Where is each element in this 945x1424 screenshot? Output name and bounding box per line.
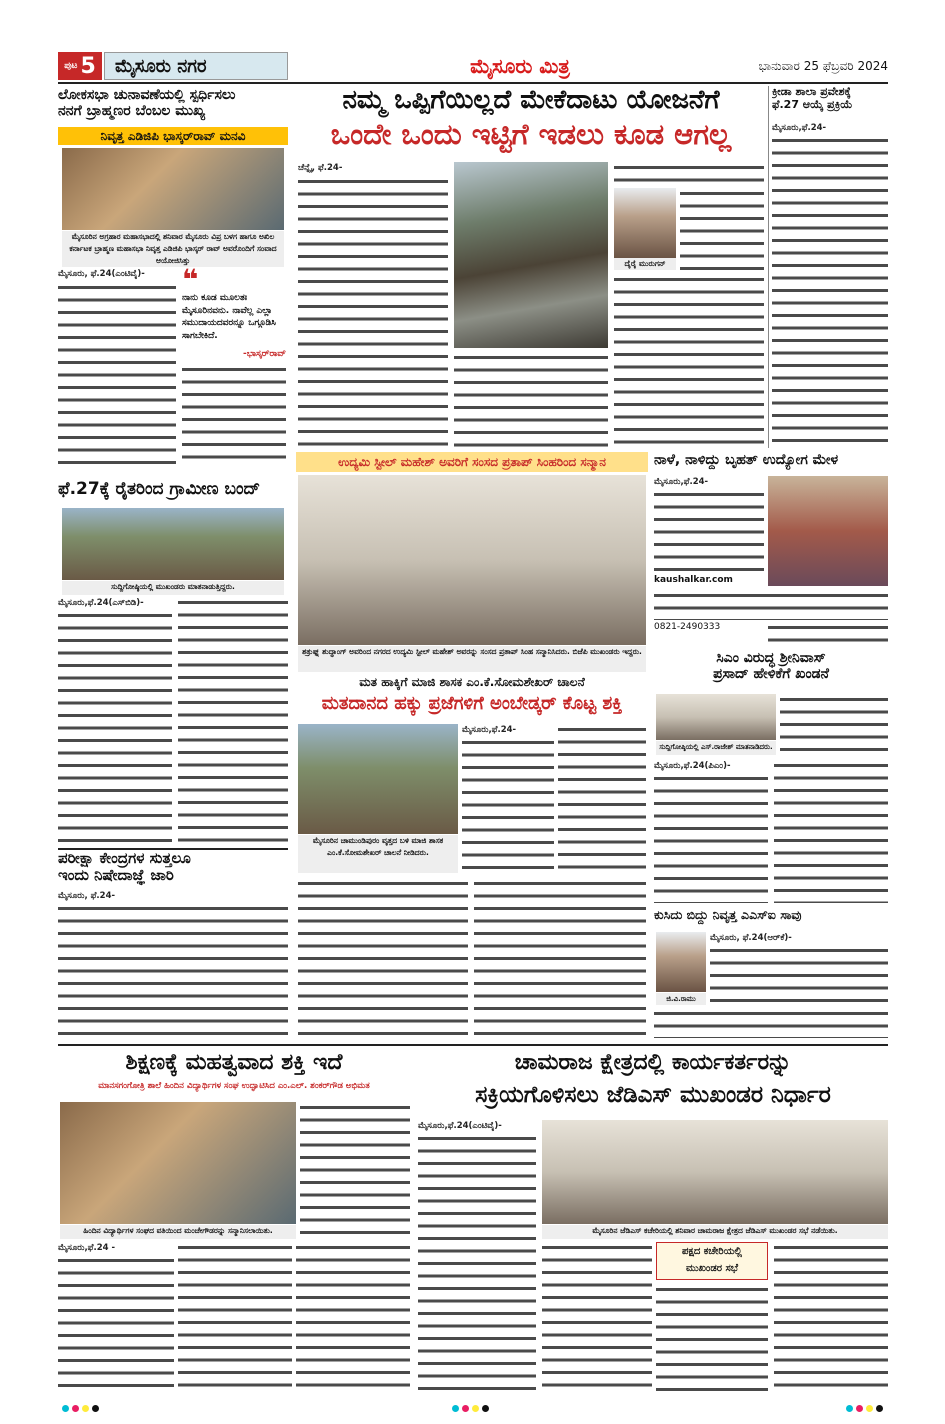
jds-photo (542, 1120, 888, 1224)
bandh-photo (62, 508, 284, 580)
brahmin-subhead: ನಿವೃತ್ತ ಎಡಿಜಿಪಿ ಭಾಸ್ಕರ್‌ರಾವ್ ಮನವಿ (58, 127, 288, 145)
srinivas-photo (656, 694, 776, 740)
jds-caption: ಮೈಸೂರಿನ ಜೆಡಿಎಸ್ ಕಚೇರಿಯಲ್ಲಿ ಶನಿವಾರ ಚಾಮರಾಜ ಕ್ಷೇತ್ರದ ಜೆಡಿಎಸ್ ಮುಖಂಡರ ಸಭೆ ನಡೆಯಿತು. (542, 1225, 888, 1239)
jds-body-col4 (774, 1242, 888, 1395)
exam-body (58, 903, 288, 1038)
jobfair-phone: 0821-2490333 (654, 622, 721, 632)
asi-portrait (656, 932, 706, 992)
education-caption: ಹಿಂದಿನ ವಿದ್ಯಾರ್ಥಿಗಳ ಸಂಘದ ವತಿಯಿಂದ ಮಂಚೇಗೌಡರನ್ನು ಸನ್ಮಾನಿಸಲಾಯಿತು. (60, 1225, 296, 1239)
issue-date: ಭಾನುವಾರ 25 ಫೆಬ್ರವರಿ 2024 (758, 58, 888, 73)
ambedkar-kicker: ಮತ ಹಾಕ್ಕಿಗೆ ಮಾಜಿ ಶಾಸಕ ಎಂ.ಕೆ.ಸೋಮಶೇಖರ್ ಚಾಲನೆ (359, 676, 585, 689)
registration-dot-black (876, 1405, 883, 1412)
registration-dot-yellow (866, 1405, 873, 1412)
jobfair-body-col3 (768, 622, 888, 646)
bandh-headline: ಫೆ.27ಕ್ಕೆ ರೈತರಿಂದ ಗ್ರಾಮೀಣ ಬಂದ್ (58, 480, 261, 499)
page-number: 5 (80, 53, 96, 79)
school-headline-line1: ಕ್ರೀಡಾ ಶಾಲಾ ಪ್ರವೇಶಕ್ಕೆ (772, 86, 851, 98)
srinivas-caption: ಸುದ್ದಿಗೋಷ್ಠಿಯಲ್ಲಿ ಎಸ್.ರಾಜೇಶ್ ಮಾತನಾಡಿದರು. (656, 741, 776, 755)
brahmin-caption: ಮೈಸೂರಿನ ಅಗ್ರಹಾರ ಮಹಾಸಭಾದಲ್ಲಿ ಶನಿವಾರ ಮೈಸೂರು ವಿಪ್ರ ಬಳಗ ಹಾಗೂ ಅಖಿಲ ಕರ್ನಾಟಕ ಬ್ರಾಹ್ಮಣ ಮಹಾಸಭಾ ನಿವೃತ್ತ ಎಡಿಜಿಪಿ ಭಾಸ್ಕರ್ ರಾವ್ ಅವರೊಂದಿಗೆ ಸಂವಾದ ಆಯೋಜಿಸಿತ್ತು (62, 231, 284, 267)
jobfair-dateline: ಮೈಸೂರು,ಫೆ.24- (654, 477, 709, 487)
education-dateline: ಮೈಸೂರು,ಫೆ.24 - (58, 1243, 116, 1253)
jds-box-line1: ಪಕ್ಷದ ಕಚೇರಿಯಲ್ಲಿ (682, 1246, 742, 1257)
srinivas-headline (654, 650, 888, 690)
mekedatu-body-col3a (614, 162, 764, 186)
srinivas-headline-line2: ಪ್ರಸಾದ್ ಹೇಳಿಕೆಗೆ ಖಂಡನೆ (713, 666, 829, 683)
registration-dot-yellow (82, 1405, 89, 1412)
jds-box (656, 1242, 768, 1280)
felicitation-band (296, 452, 648, 472)
quote-mark-icon: ❝ (182, 268, 199, 296)
school-body (772, 135, 888, 448)
exam-headline-box (58, 848, 288, 888)
exam-dateline: ಮೈಸೂರು, ಫೆ.24- (58, 891, 116, 901)
mekedatu-body-col2 (454, 352, 608, 448)
jobfair-headline: ನಾಳೆ, ನಾಳಿದ್ದು ಬೃಹತ್ ಉದ್ಯೋಗ ಮೇಳ (654, 452, 839, 468)
srinivas-body-col1 (780, 694, 888, 758)
asi-dateline: ಮೈಸೂರು, ಫೆ.24(ಆರ್‌ಕೆ)- (710, 933, 792, 943)
brahmin-body-col1 (58, 282, 176, 467)
education-headline: ಶಿಕ್ಷಣಕ್ಕೆ ಮಹತ್ವವಾದ ಶಕ್ತಿ ಇದೆ (125, 1050, 343, 1075)
murugan-portrait (614, 188, 676, 258)
education-body-col4 (296, 1242, 410, 1395)
jds-body-col3 (656, 1284, 768, 1395)
jds-box-line2: ಮುಖಂಡರ ಸಭೆ (685, 1263, 739, 1274)
registration-dot-cyan (452, 1405, 459, 1412)
exam-headline-line1: ಪರೀಕ್ಷಾ ಕೇಂದ್ರಗಳ ಸುತ್ತಲೂ (58, 849, 191, 867)
education-body-col1 (300, 1102, 410, 1238)
ambedkar-dateline: ಮೈಸೂರು,ಫೆ.24- (462, 725, 517, 735)
education-subhead: ಮಾನಸಗಂಗೋತ್ರಿ ಶಾಲೆ ಹಿಂದಿನ ವಿದ್ಯಾರ್ಥಿಗಳ ಸಂಘ ಉದ್ಘಾಟಿಸಿದ ಎಂ.ಎಲ್. ಶಂಕರ್‌ಗೌಡ ಅಭಿಮತ (98, 1082, 370, 1091)
jds-body-col1 (418, 1133, 536, 1395)
mekedatu-body-col3b (680, 188, 764, 272)
section-title: ಮೈಸೂರು ನಗರ (104, 52, 288, 80)
page-number-badge (58, 52, 102, 80)
exam-headline-line2: ಇಂದು ನಿಷೇದಾಜ್ಞೆ ಜಾರಿ (58, 866, 174, 885)
brahmin-quote-attribution: -ಭಾಸ್ಕರ್‌ರಾವ್ (242, 349, 286, 359)
school-headline-line2: ಫೆ.27 ಆಯ್ಕೆ ಪ್ರಕ್ರಿಯೆ (772, 97, 853, 111)
brahmin-quote: ನಾನು ಕೂಡ ಮೂಲತಃ ಮೈಸೂರಿನವನು. ನಾವೆಲ್ಲ ಎಲ್ಲಾ ಸಮುದಾಯದವರನ್ನೂ ಒಗ್ಗೂಡಿಸಿ ಸಾಗಬೇಕಿದೆ. (182, 293, 276, 341)
page-label: ಪುಟ (64, 61, 78, 71)
srinivas-body-col2 (654, 773, 768, 903)
education-body-col3 (178, 1242, 292, 1395)
bandh-caption: ಸುದ್ದಿಗೋಷ್ಠಿಯಲ್ಲಿ ಮುಖಂಡರು ಮಾತನಾಡುತ್ತಿದ್ದರು. (62, 581, 284, 595)
school-headline (772, 86, 888, 122)
jobfair-photo (768, 476, 888, 586)
brahmin-headline (58, 87, 288, 127)
mekedatu-river-photo (454, 162, 608, 348)
registration-dot-black (92, 1405, 99, 1412)
jobfair-body-col1 (654, 489, 764, 573)
mekedatu-body-col3c (614, 274, 764, 448)
ambedkar-caption: ಮೈಸೂರಿನ ಚಾಮುಂಡಿಪುರಂ ವೃತ್ತದ ಬಳಿ ಮಾಜಿ ಶಾಸಕ ಎಂ.ಕೆ.ಸೋಮಶೇಖರ್ ಚಾಲನೆ ನೀಡಿದರು. (298, 835, 458, 873)
ambedkar-body-col1 (462, 737, 554, 873)
mekedatu-dateline: ಚೆನ್ನೈ, ಫೆ.24- (298, 163, 343, 173)
felicitation-caption: ಶತ್ರುಘ್ನ ಶುದ್ಧಾಂಗ್ ಅವರಿಂದ ನಗರದ ಉದ್ಯಮಿ ಸ್ಟೀಲ್ ಮಹೇಶ್ ಅವರನ್ನು ಸಂಸದ ಪ್ರತಾಪ್ ಸಿಂಹ ಸನ್ಮಾನಿಸಿದರು. ಬಿಜೆಪಿ ಮುಖಂಡರು ಇದ್ದರು. (298, 646, 646, 672)
ambedkar-body-col2 (558, 724, 646, 873)
brahmin-quote-box (182, 268, 288, 348)
school-dateline: ಮೈಸೂರು,ಫೆ.24- (772, 123, 827, 133)
bandh-body-col2 (178, 597, 288, 842)
ambedkar-headline: ಮತದಾನದ ಹಕ್ಕು ಪ್ರಜೆಗಳಿಗೆ ಅಂಬೇಡ್ಕರ್ ಕೊಟ್ಟ ಶಕ್ತಿ (321, 694, 623, 714)
brahmin-photo (62, 148, 284, 230)
jobfair-body-col2 (654, 590, 888, 620)
brahmin-body-col2 (182, 364, 286, 467)
registration-dot-cyan (846, 1405, 853, 1412)
srinivas-body-col3 (774, 760, 888, 903)
registration-dot-cyan (62, 1405, 69, 1412)
murugan-portrait-caption: ದೈರೈ ಮುರುಗನ್ (614, 258, 676, 270)
column-divider (768, 86, 769, 448)
brahmin-headline-line1: ಲೋಕಸಭಾ ಚುನಾವಣೆಯಲ್ಲಿ ಸ್ಪರ್ಧಿಸಲು (58, 87, 236, 103)
ambedkar-photo (298, 724, 458, 834)
masthead-logo: ಮೈಸೂರು ಮಿತ್ರ (470, 54, 570, 78)
education-body-col2 (58, 1255, 174, 1395)
mekedatu-headline-line2: ಒಂದೇ ಒಂದು ಇಟ್ಟಿಗೆ ಇಡಲು ಕೂಡ ಆಗಲ್ಲ (330, 118, 732, 151)
registration-dot-magenta (462, 1405, 469, 1412)
registration-dot-yellow (472, 1405, 479, 1412)
ambedkar-body-col4 (474, 878, 646, 1038)
ambedkar-body-col3 (298, 878, 468, 1038)
education-photo (60, 1102, 296, 1224)
brahmin-headline-line2: ನನಗೆ ಬ್ರಾಹ್ಮಣರ ಬೆಂಬಲ ಮುಖ್ಯ (58, 103, 206, 120)
header-rule (58, 82, 888, 84)
mekedatu-body-col1 (298, 176, 448, 448)
jds-headline-line2: ಸಕ್ರಿಯಗೊಳಿಸಲು ಜೆಡಿಎಸ್ ಮುಖಂಡರ ನಿರ್ಧಾರ (475, 1082, 831, 1108)
srinivas-dateline: ಮೈಸೂರು,ಫೆ.24(ಪಿಎಂ)- (654, 761, 731, 771)
jds-body-col2 (542, 1242, 652, 1395)
asi-headline: ಕುಸಿದು ಬಿದ್ದು ನಿವೃತ್ತ ಎಎಸ್‌ಐ ಸಾವು (654, 908, 802, 922)
jds-dateline: ಮೈಸೂರು,ಫೆ.24(ಎಂಟಿವೈ)- (418, 1121, 502, 1131)
asi-portrait-caption: ಜಿ.ವಿ.ರಾಮು (656, 993, 706, 1005)
section-rule (58, 1044, 888, 1046)
bandh-dateline: ಮೈಸೂರು,ಫೆ.24(ಎಸ್‌ಬಿಡಿ)- (58, 598, 144, 608)
asi-body-col1 (710, 945, 888, 1005)
srinivas-headline-line1: ಸಿಎಂ ವಿರುದ್ಧ ಶ್ರೀನಿವಾಸ್ (716, 650, 826, 666)
jobfair-url[interactable]: kaushalkar.com (654, 575, 733, 585)
registration-dot-magenta (72, 1405, 79, 1412)
mekedatu-headline-line1: ನಮ್ಮ ಒಪ್ಪಿಗೆಯಿಲ್ಲದೆ ಮೇಕೆದಾಟು ಯೋಜನೆಗೆ (342, 86, 720, 115)
felicitation-headline: ಉದ್ಯಮಿ ಸ್ಟೀಲ್ ಮಹೇಶ್ ಅವರಿಗೆ ಸಂಸದ ಪ್ರತಾಪ್ ಸಿಂಹರಿಂದ ಸನ್ಮಾನ (338, 455, 606, 469)
registration-dot-magenta (856, 1405, 863, 1412)
jds-headline-line1: ಚಾಮರಾಜ ಕ್ಷೇತ್ರದಲ್ಲಿ ಕಾರ್ಯಕರ್ತರನ್ನು (514, 1050, 792, 1075)
bandh-body-col1 (58, 610, 172, 842)
asi-body-col2 (654, 1008, 888, 1038)
registration-dot-black (482, 1405, 489, 1412)
felicitation-photo (298, 475, 646, 645)
brahmin-dateline: ಮೈಸೂರು, ಫೆ.24(ಎಂಟಿವೈ)- (58, 269, 145, 279)
